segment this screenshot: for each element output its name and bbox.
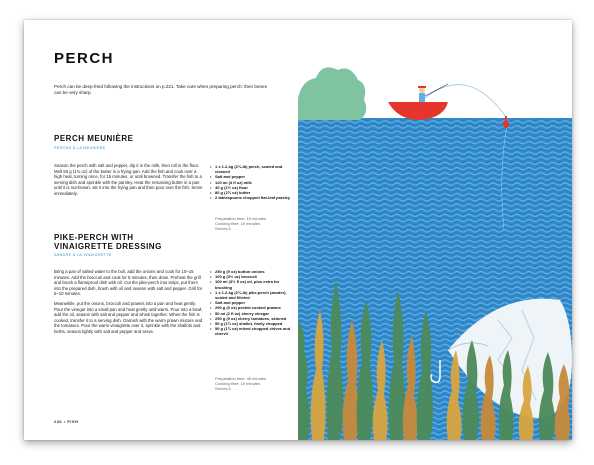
ingredient-item: • 50 g (1¾ oz) mixed chopped chives and chervil <box>210 326 292 336</box>
right-page-illustration <box>298 20 572 440</box>
method-paragraph: Season the perch with salt and pepper, dip it in the milk, then roll in the flour. Melt 50 g (1¾ oz) of the butter in a frying pan. Add the fish and cook over a high heat, turning once, for 15 minutes, or until browned. Transfer the fish to a serving dish and sprinkle with the parsley. Heat the remaining butter in a pan until it is nut-brown, stir it into the frying pan and then pour over the fish. Serve immediately. <box>54 163 203 196</box>
ingredient-item: • 2 tablespoons chopped flat-leaf parsley <box>210 195 292 200</box>
recipe-title-perch-meuniere: PERCH MEUNIÈRE <box>54 134 134 143</box>
ingredients-list-pike-perch <box>210 269 292 337</box>
left-page <box>24 20 298 440</box>
recipe-subtitle-pike-perch: SANDRE À LA VINAIGRETTE <box>54 253 112 257</box>
ingredient-item: • 80 g (2¾ oz) butter <box>210 190 292 195</box>
serves: Serves 6 <box>215 226 231 232</box>
ingredient-item: • 100 g (3½ oz) broccoli <box>210 274 292 279</box>
method-paragraph: Meanwhile, put the onions, broccoli and prawns into a pan and heat gently. Pour the vinegar into a small pan and heat gently until warm. Pour into a bowl, add the oil, season with salt and pepper and whisk together. When the fish is cooked, transfer it to a serving dish. Garnish with the warm prawn mixture and the tomatoes. Pour the warm vinaigrette over it, sprinkle with the shallots and herbs, season lightly with salt and pepper and serve. <box>54 300 203 334</box>
recipe-times-perch-meuniere <box>215 216 295 232</box>
ingredient-item: • Salt and pepper <box>210 300 292 305</box>
recipe-method-perch-meuniere <box>54 163 204 201</box>
recipe-times-pike-perch <box>215 376 295 392</box>
book-spread <box>24 20 572 440</box>
recipe-title-pike-perch-line1: PIKE-PERCH WITH <box>54 233 134 242</box>
recipe-title-pike-perch-line2: VINAIGRETTE DRESSING <box>54 242 162 251</box>
intro-text: Perch can be deep-fried following the instructions on p.221. Take care when preparing perch: their bones can be very sharp. <box>54 84 267 95</box>
ingredient-item: • 1 x 1.2-kg (2¾-lb) perch, scaled and cleaned <box>210 164 292 174</box>
ingredient-item: • 50 ml (2 fl oz) sherry vinegar <box>210 311 292 316</box>
serves: Serves 6 <box>215 386 231 392</box>
page-title: PERCH <box>54 50 115 67</box>
recipe-subtitle-perch-meuniere: PERCHE À LA MEUNIÈRE <box>54 146 106 150</box>
prep-time: Preparation time: 45 minutes <box>215 376 267 381</box>
ingredient-item: • 250 g (9 oz) peeled cooked prawns <box>210 305 292 310</box>
ingredient-item: • 250 g (9 oz) button onions <box>210 269 292 274</box>
float-icon <box>503 116 509 128</box>
ingredient-item: • 120 ml (4 fl oz) milk <box>210 180 292 185</box>
fisherman-icon <box>418 84 448 102</box>
ingredient-item: • 40 g (1½ oz) flour <box>210 185 292 190</box>
cook-time: Cooking time: 15 minutes <box>215 381 261 387</box>
prep-time: Preparation time: 15 minutes <box>215 216 267 221</box>
ingredient-item: • 100 ml (3½ fl oz) oil, plus extra for brushing <box>210 279 292 289</box>
recipe-method-pike-perch <box>54 269 204 339</box>
ingredient-item: • 250 g (9 oz) cherry tomatoes, skinned <box>210 316 292 321</box>
ingredient-item: • 50 g (1¾ oz) shallot, finely chopped <box>210 321 292 326</box>
method-paragraph: Bring a pan of salted water to the boil, add the onions and cook for 10–15 minutes. Add the broccoli and cook for 5 minutes, then drain. Preheat the grill and brush a flameproof dish with oil. Cut the pike-perch into strips, put them into the prepared dish, brush with oil and season with salt and pepper. Grill for 6–10 minutes. <box>54 269 203 297</box>
cook-time: Cooking time: 15 minutes <box>215 221 261 227</box>
ingredients-list-perch-meuniere <box>210 164 292 200</box>
illustration <box>298 20 572 440</box>
page-folio: 236 • FISH <box>54 420 79 424</box>
tree-icon <box>298 67 366 120</box>
boat-icon <box>388 102 448 120</box>
ingredient-item: • Salt and pepper <box>210 174 292 179</box>
ingredient-item: • 1 x 1.2-kg (2¾-lb) pike-perch (zander), scaled and filleted <box>210 290 292 300</box>
